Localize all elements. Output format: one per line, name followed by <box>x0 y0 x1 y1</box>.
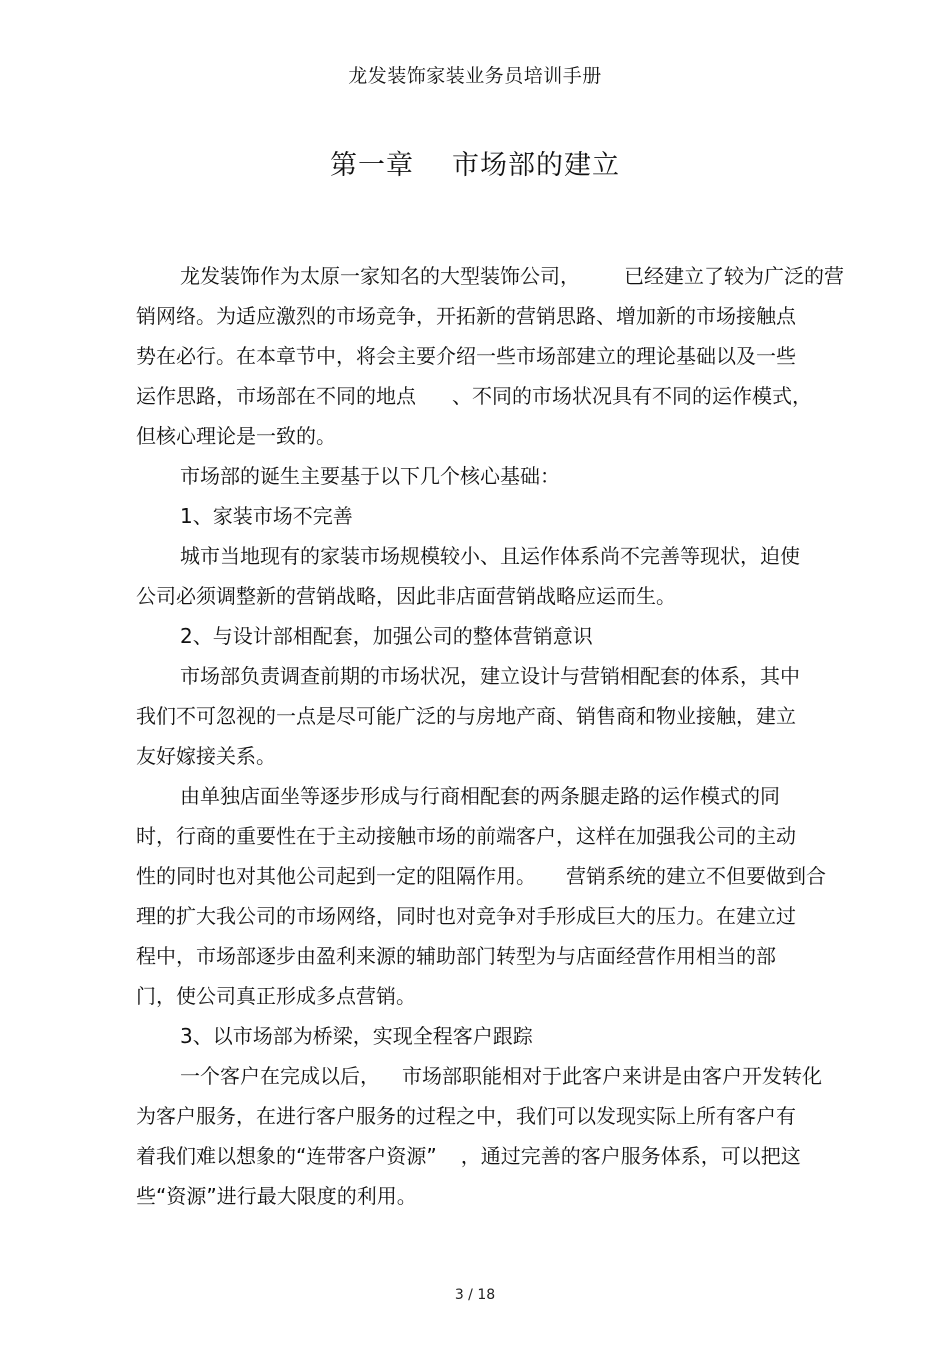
chapter-title <box>0 148 950 184</box>
text-line: 但核心理论是一致的。 <box>136 424 336 448</box>
text-line: 友好嫁接关系。 <box>136 744 276 768</box>
running-header: 龙发装饰家装业务员培训手册 <box>348 65 602 87</box>
text-line: 一个客户在完成以后， 市场部职能相对于此客户来讲是由客户开发转化 <box>180 1064 822 1088</box>
text-line: 市场部的诞生主要基于以下几个核心基础： <box>180 464 560 488</box>
text-line: 公司必须调整新的营销战略，因此非店面营销战略应运而生。 <box>136 584 676 608</box>
text-line: 门，使公司真正形成多点营销。 <box>136 984 416 1008</box>
section-heading: 1、家装市场不完善 <box>180 504 353 528</box>
text-line: 市场部负责调查前期的市场状况，建立设计与营销相配套的体系，其中 <box>180 664 800 688</box>
text-line: 势在必行。在本章节中，将会主要介绍一些市场部建立的理论基础以及一些 <box>136 344 796 368</box>
text-line: 程中，市场部逐步由盈利来源的辅助部门转型为与店面经营作用相当的部 <box>136 944 776 968</box>
text-line: 龙发装饰作为太原一家知名的大型装饰公司， 已经建立了较为广泛的营 <box>180 264 844 288</box>
text-line: 销网络。为适应激烈的市场竞争，开拓新的营销思路、增加新的市场接触点 <box>136 304 796 328</box>
text-line: 为客户服务，在进行客户服务的过程之中，我们可以发现实际上所有客户有 <box>136 1104 796 1128</box>
page-number: 3 / 18 <box>454 1287 496 1303</box>
chapter-body <box>136 256 856 1216</box>
text-line: 由单独店面坐等逐步形成与行商相配套的两条腿走路的运作模式的同 <box>180 784 780 808</box>
chapter-name: 市场部的建立 <box>452 150 620 181</box>
text-line: 城市当地现有的家装市场规模较小、且运作体系尚不完善等现状，迫使 <box>180 544 800 568</box>
section-heading: 2、与设计部相配套，加强公司的整体营销意识 <box>180 624 593 648</box>
text-line: 着我们难以想象的“连带客户资源” ，通过完善的客户服务体系，可以把这 <box>136 1144 801 1168</box>
text-line: 理的扩大我公司的市场网络，同时也对竞争对手形成巨大的压力。在建立过 <box>136 904 796 928</box>
section-heading: 3、以市场部为桥梁，实现全程客户跟踪 <box>180 1024 533 1048</box>
text-line: 些“资源”进行最大限度的利用。 <box>136 1184 417 1208</box>
text-line: 我们不可忽视的一点是尽可能广泛的与房地产商、销售商和物业接触，建立 <box>136 704 796 728</box>
text-line: 时，行商的重要性在于主动接触市场的前端客户，这样在加强我公司的主动 <box>136 824 796 848</box>
chapter-number: 第一章 <box>330 150 414 181</box>
text-line: 性的同时也对其他公司起到一定的阻隔作用。 营销系统的建立不但要做到合 <box>136 864 826 888</box>
text-line: 运作思路，市场部在不同的地点 、不同的市场状况具有不同的运作模式， <box>136 384 812 408</box>
